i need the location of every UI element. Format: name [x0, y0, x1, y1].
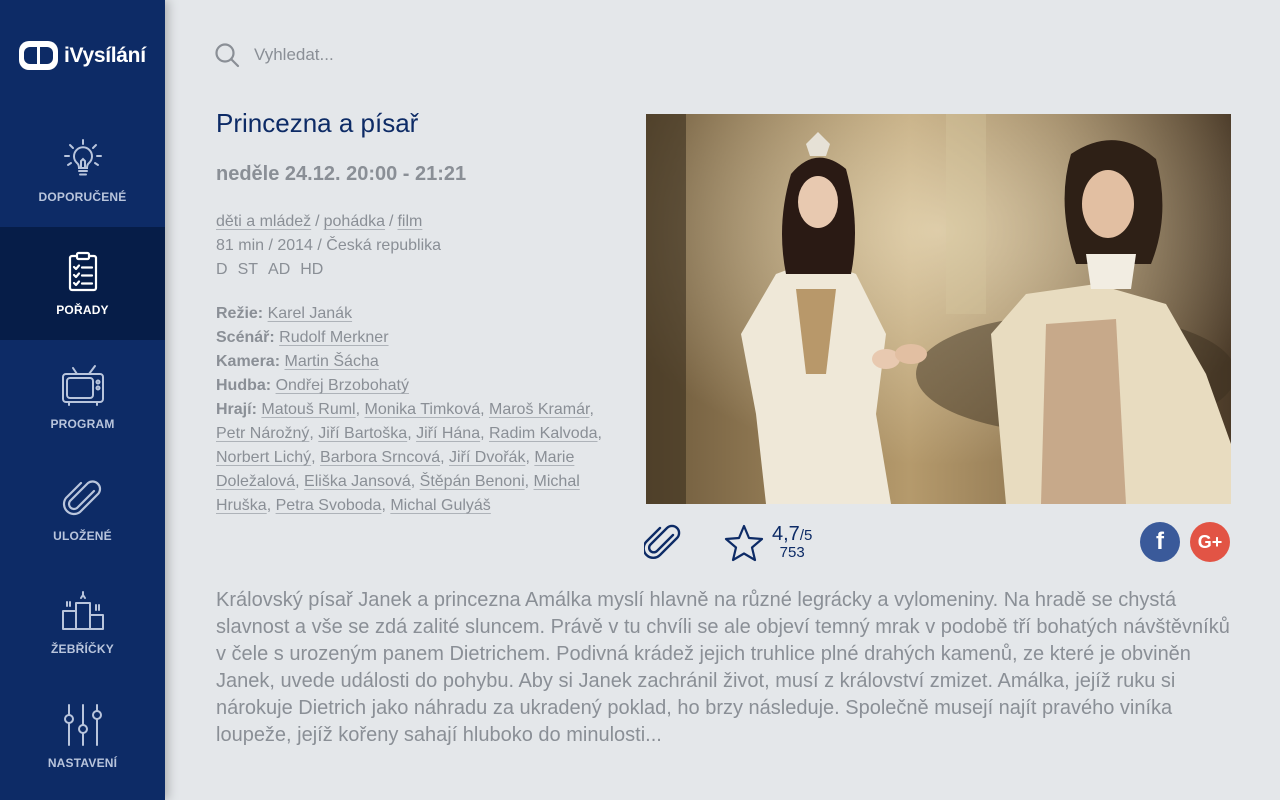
sidebar	[0, 0, 165, 800]
rating-max: /5	[799, 527, 813, 544]
nav-label: ULOŽENÉ	[53, 529, 112, 543]
google-plus-share-button[interactable]	[1190, 522, 1230, 562]
show-meta	[216, 210, 616, 282]
nav-label: PROGRAM	[50, 417, 115, 431]
cast-separator: ,	[381, 497, 391, 514]
flag-badge: AD	[268, 261, 291, 278]
nav-label: DOPORUČENÉ	[38, 190, 127, 204]
cast-separator: ,	[440, 449, 449, 466]
app-logo-text: iVysílání	[64, 43, 146, 67]
person-link[interactable]: Michal Hruška	[216, 473, 580, 514]
nav-item-zebricky[interactable]	[0, 566, 165, 679]
facebook-icon: f	[1156, 528, 1164, 555]
person-link[interactable]: Radim Kalvoda	[489, 425, 598, 442]
rating-count: 753	[779, 544, 805, 561]
accessibility-flags	[216, 258, 616, 282]
flag-badge: ST	[237, 261, 259, 278]
person-link[interactable]: Norbert Lichý	[216, 449, 312, 466]
credit-label: Hrají:	[216, 401, 257, 418]
person-link[interactable]: Jiří Bartoška	[318, 425, 408, 442]
genre-link[interactable]: děti a mládež	[216, 213, 312, 230]
show-credits	[216, 302, 611, 518]
podium-icon	[61, 589, 105, 633]
cast-separator: ,	[524, 473, 534, 490]
flag-badge: HD	[300, 261, 324, 278]
person-link[interactable]: Jiří Hána	[416, 425, 481, 442]
person-link[interactable]: Jiří Dvořák	[449, 449, 526, 466]
nav-item-nastaveni[interactable]	[0, 680, 165, 793]
person-link[interactable]: Eliška Jansová	[304, 473, 411, 490]
genre-list: děti a mládež / pohádka / film	[216, 213, 423, 230]
poster-illustration	[646, 114, 1231, 504]
rate-star-icon[interactable]	[724, 523, 764, 563]
person-link[interactable]: Ondřej Brzobohatý	[275, 377, 409, 394]
tv-icon	[61, 364, 105, 408]
person-link[interactable]: Matouš Ruml	[261, 401, 356, 418]
paperclip-icon	[61, 476, 105, 520]
genre-link[interactable]: pohádka	[323, 213, 386, 230]
nav-label: NASTAVENÍ	[47, 756, 118, 770]
cast-separator: ,	[480, 401, 489, 418]
person-link[interactable]: Barbora Srncová	[320, 449, 441, 466]
person-link[interactable]: Monika Timková	[364, 401, 481, 418]
save-paperclip-icon[interactable]	[644, 523, 682, 563]
nav-item-ulozene[interactable]	[0, 453, 165, 566]
nav-item-porady[interactable]	[0, 227, 165, 340]
person-link[interactable]: Petra Svoboda	[275, 497, 382, 514]
facebook-share-button[interactable]	[1140, 522, 1180, 562]
nav-label: ŽEBŘÍČKY	[51, 642, 114, 656]
cast-list	[216, 401, 602, 514]
cast-separator: ,	[589, 401, 594, 418]
sliders-icon	[61, 703, 105, 747]
person-link[interactable]: Petr Nárožný	[216, 425, 310, 442]
rating-value: 4,7	[772, 523, 800, 545]
search-icon[interactable]	[214, 42, 240, 68]
credit-director	[216, 302, 611, 326]
cast-separator: ,	[311, 449, 321, 466]
person-link[interactable]: Rudolf Merkner	[279, 329, 389, 346]
show-title: Princezna a písař	[216, 108, 419, 138]
cast-separator: ,	[355, 401, 365, 418]
cast-separator: ,	[295, 473, 305, 490]
genre-link[interactable]: film	[397, 213, 423, 230]
credit-music	[216, 374, 611, 398]
flag-badge: D	[216, 261, 228, 278]
credit-camera	[216, 350, 611, 374]
credit-writer	[216, 326, 611, 350]
person-link[interactable]: Martin Šácha	[284, 353, 379, 370]
credit-label: Hudba:	[216, 377, 272, 394]
cast-separator: ,	[309, 425, 319, 442]
nav-label: POŘADY	[56, 303, 109, 317]
show-airtime: neděle 24.12. 20:00 - 21:21	[216, 163, 467, 185]
cast-separator: ,	[525, 449, 535, 466]
credit-label: Scénář:	[216, 329, 275, 346]
show-description: Královský písař Janek a princezna Amálka myslí hlavně na různé legrácky a vylomeniny. Na hradě se chystá slavnost a vše se zdá zalité sluncem. Právě v tu chvíli se ale objeví temný mrak v podobě tří bohatých návštěvníků v čele s urozeným panem Dietrichem. Podivná krádež jejich truhlice plné drahých kamenů, ze které je obviněn Janek, uvede události do pohybu. Aby si Janek zachránil život, musí z království zmizet. Amálka, jejíž ruku si nárokuje Dietrich jako náhradu za ukradený poklad, ho brzy následuje. Společně musejí najít pravého viníka loupeže, jejíž kořeny sahají hluboko do minulosti...	[216, 589, 1230, 746]
person-link[interactable]: Maroš Kramár	[488, 401, 590, 418]
show-poster-image	[646, 114, 1231, 504]
rating-display	[772, 523, 812, 561]
cast-separator: ,	[266, 497, 276, 514]
person-link[interactable]: Marie Doležalová	[216, 449, 575, 490]
nav-item-doporucene[interactable]	[0, 114, 165, 227]
show-details: 81 min / 2014 / Česká republika	[216, 237, 442, 254]
ct-logo-icon	[18, 40, 59, 71]
cast-separator: ,	[410, 473, 420, 490]
lightbulb-icon	[61, 137, 105, 181]
person-link[interactable]: Štěpán Benoni	[419, 473, 525, 490]
google-plus-icon: G+	[1197, 531, 1223, 552]
person-link[interactable]: Michal Gulyáš	[390, 497, 491, 514]
search-input[interactable]	[254, 45, 554, 65]
credit-label: Režie:	[216, 305, 264, 322]
person-link[interactable]: Karel Janák	[267, 305, 353, 322]
cast-separator: ,	[597, 425, 602, 442]
search-bar[interactable]	[214, 42, 554, 68]
cast-separator: ,	[480, 425, 489, 442]
clipboard-checklist-icon	[61, 250, 105, 294]
nav-item-program[interactable]	[0, 341, 165, 454]
credit-cast	[216, 398, 611, 518]
credit-label: Kamera:	[216, 353, 281, 370]
cast-separator: ,	[407, 425, 417, 442]
app-logo[interactable]	[18, 40, 146, 71]
